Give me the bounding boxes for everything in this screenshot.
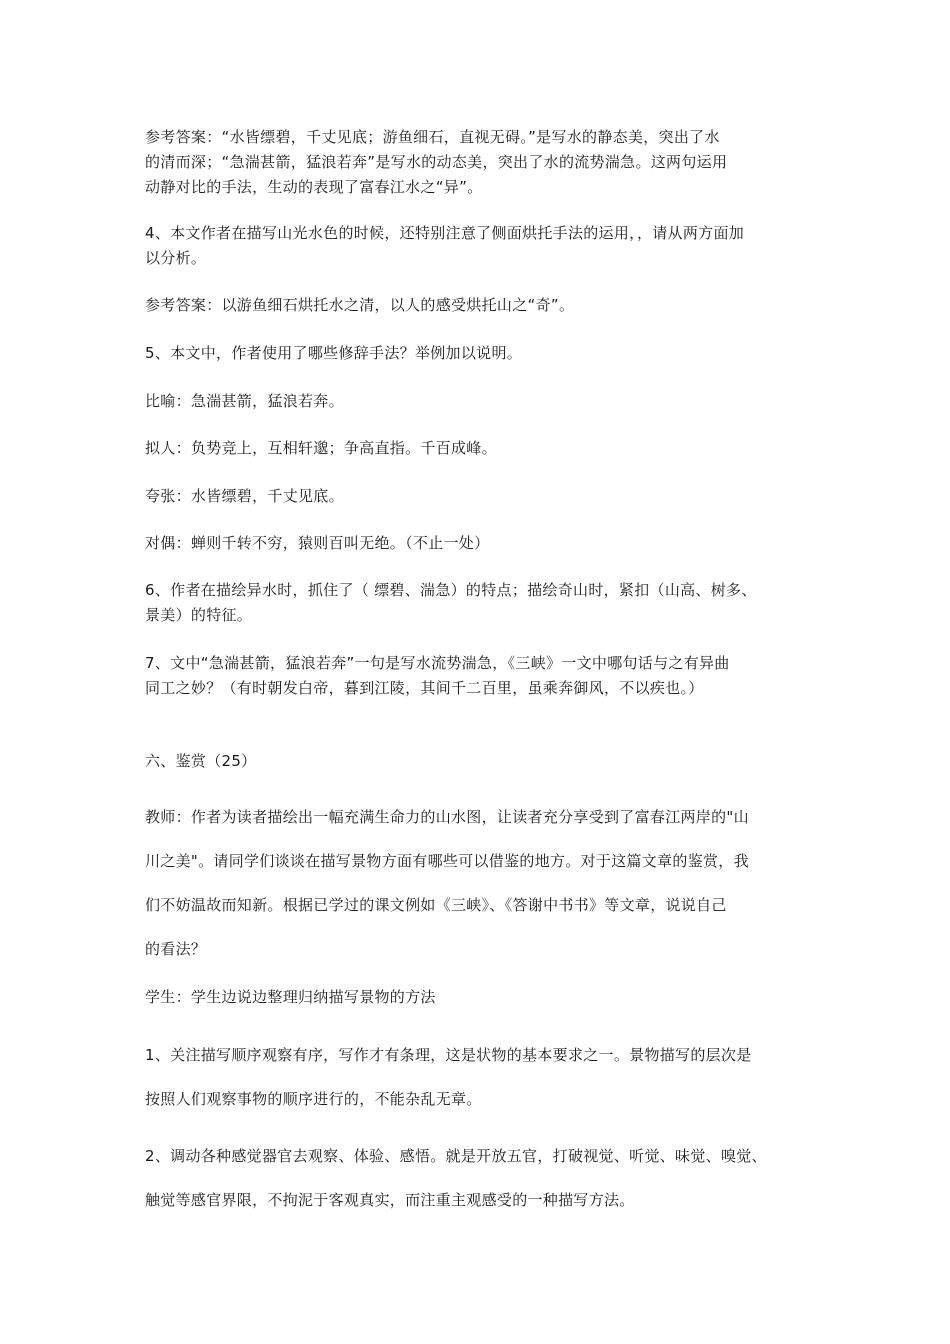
text-line: 的看法？ [145,940,207,958]
question-5 [145,341,815,366]
text-line: 教师：作者为读者描绘出一幅充满生命力的山水图，让读者充分享受到了富春江两岸的"山 [145,808,749,826]
text-line: 参考答案：“水皆缥碧，千丈见底；游鱼细石，直视无碍。”是写水的静态美，突出了水 [145,128,720,146]
text-line: 5、本文中，作者使用了哪些修辞手法？举例加以说明。 [145,344,523,362]
text-line: 比喻：急湍甚箭，猛浪若奔。 [145,392,344,410]
question-7 [145,651,815,701]
text-line: 拟人：负势竞上，互相轩邈；争高直指。千百成峰。 [145,439,497,457]
text-line: 们不妨温故而知新。根据已学过的课文例如《三峡》、《答谢中书书》等文章，说说自己 [145,896,727,914]
text-line: 景美）的特征。 [145,606,253,624]
text-line: 六、鉴赏（25） [145,752,257,770]
rhetoric-parallelism [145,531,815,556]
rhetoric-hyperbole [145,484,815,509]
text-line: 动静对比的手法，生动的表现了富春江水之“异”。 [145,178,483,196]
rhetoric-metaphor [145,389,815,414]
text-line: 川之美"。请同学们谈谈在描写景物方面有哪些可以借鉴的地方。对于这篇文章的鉴赏，我 [145,852,749,870]
answer-paragraph-4 [145,293,815,318]
text-line: 按照人们观察事物的顺序进行的，不能杂乱无章。 [145,1090,482,1108]
answer-paragraph-1 [145,125,815,200]
text-line: 的清而深；“急湍甚箭，猛浪若奔”是写水的动态美，突出了水的流势湍急。这两句运用 [145,153,728,171]
text-line: 1、关注描写顺序观察有序，写作才有条理，这是状物的基本要求之一。景物描写的层次是 [145,1046,752,1064]
text-line: 7、文中“急湍甚箭，猛浪若奔”一句是写水流势湍急，《三峡》一文中哪句话与之有异曲 [145,654,730,672]
text-line: 2、调动各种感觉器官去观察、体验、感悟。就是开放五官，打破视觉、听觉、味觉、嗅觉、 [145,1147,767,1165]
text-line: 参考答案：以游鱼细石烘托水之清，以人的感受烘托山之“奇”。 [145,296,575,314]
rhetoric-personification [145,436,815,461]
text-line: 同工之妙？（有时朝发白帝，暮到江陵，其间千二百里，虽乘奔御风，不以疾也。） [145,679,704,697]
teacher-paragraph [145,795,815,971]
text-line: 对偶：蝉则千转不穷，猿则百叫无绝。（不止一处） [145,534,490,552]
text-line: 触觉等感官界限，不拘泥于客观真实，而注重主观感受的一种描写方法。 [145,1191,635,1209]
text-line: 夸张：水皆缥碧，千丈见底。 [145,487,344,505]
text-line: 以分析。 [145,249,207,267]
student-paragraph [145,985,815,1010]
question-6 [145,578,815,628]
text-line: 4、本文作者在描写山光水色的时候，还特别注意了侧面烘托手法的运用，，请从两方面加 [145,224,745,242]
question-4 [145,221,815,271]
method-2 [145,1134,815,1222]
section-heading [145,749,815,774]
text-line: 学生：学生边说边整理归纳描写景物的方法 [145,988,436,1006]
method-1 [145,1033,815,1121]
text-line: 6、作者在描绘异水时，抓住了（ 缥碧、湍急）的特点；描绘奇山时，紧扣（山高、树多、 [145,581,757,599]
